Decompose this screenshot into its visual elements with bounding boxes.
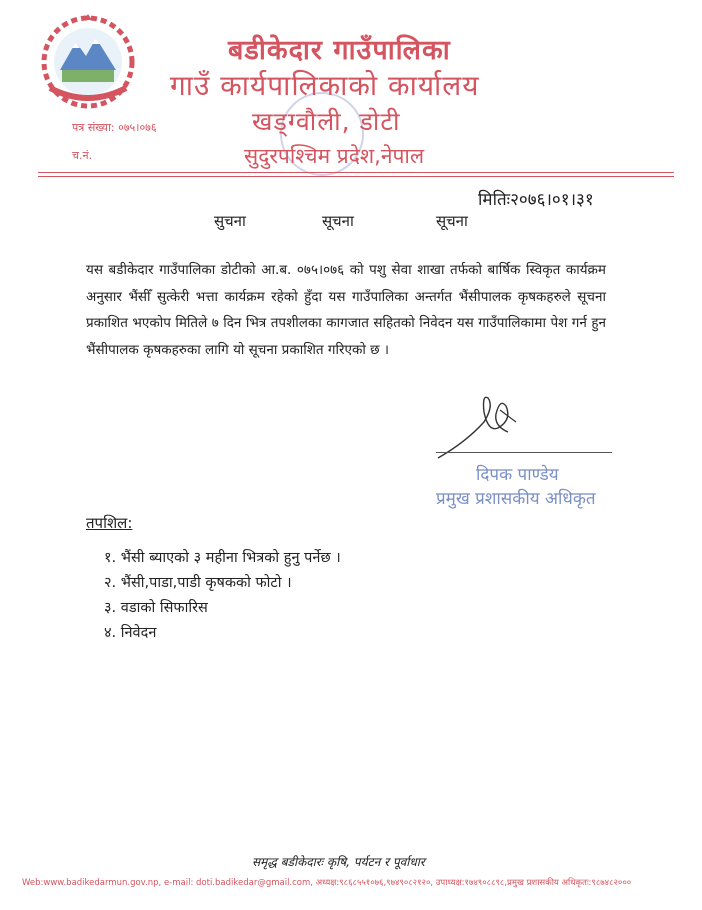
- letter-number: पत्र संख्या: ०७५।०७६: [72, 121, 157, 134]
- nepal-emblem: [36, 12, 140, 112]
- municipality-name: बडीकेदार गाउँपालिका: [228, 35, 451, 66]
- header-divider-2: [38, 176, 674, 177]
- office-location: खड्ग्वौली, डोटी: [252, 107, 401, 136]
- signatory-title: प्रमुख प्रशासकीय अधिकृत: [436, 489, 596, 509]
- list-item: १. भैंसी ब्याएको ३ महीना भित्रको हुनु पर्नेछ ।: [104, 550, 341, 566]
- notice-word-2: सूचना: [322, 212, 354, 230]
- signature-line: [436, 452, 612, 453]
- date: मितिः२०७६।०१।३१: [478, 190, 594, 210]
- office-name: गाउँ कार्यपालिकाको कार्यालय: [170, 69, 480, 102]
- province-country: सुदुरपश्चिम प्रदेश,नेपाल: [244, 144, 425, 168]
- footer-contact: Web:www.badikedarmun.gov.np, e-mail: doti.badikedar@gmail.com, अध्यक्ष:९८६८५५१०७६,९७४९०८२१२०, उपाध्यक्ष:१७४९०८८९८,प्रमुख प्रशासकीय अधिकृतः:९८७४८२०००: [22, 878, 632, 888]
- list-item: ४. निवेदन: [104, 625, 157, 641]
- notice-word-3: सूचना: [436, 212, 468, 230]
- signatory-name: दिपक पाण्डेय: [476, 465, 559, 485]
- list-item: २. भैंसी,पाडा,पाडी कृषकको फोटो ।: [104, 575, 292, 591]
- footer-slogan: समृद्ध बडीकेदारः कृषि, पर्यटन र पूर्वाधार: [252, 855, 425, 869]
- list-item: ३. वडाको सिफारिस: [104, 600, 208, 616]
- notice-word-1: सुचना: [214, 212, 246, 230]
- details-heading: तपशिल:: [86, 514, 133, 532]
- dispatch-number: च.नं.: [72, 149, 93, 162]
- notice-body: यस बडीकेदार गाउँपालिका डोटीको आ.ब. ०७५।०७६ को पशु सेवा शाखा तर्फको बार्षिक स्विकृत कार्यक्रम अनुसार भैंसीँ सुत्केरी भत्ता कार्यक्रम रहेको हुँदा यस गाउँपालिका अन्तर्गत भैंसीपालक कृषकहरुले सूचना प्रकाशित भएकोप मितिले ७ दिन भित्र तपशीलका कागजात सहितको निवेदन यस गाउँपालिकामा पेश गर्न हुन भैंसीपालक कृषकहरुका लागि यो सूचना प्रकाशित गरिएको छ ।: [86, 262, 606, 358]
- header-divider: [38, 172, 674, 173]
- details-list: [104, 546, 341, 646]
